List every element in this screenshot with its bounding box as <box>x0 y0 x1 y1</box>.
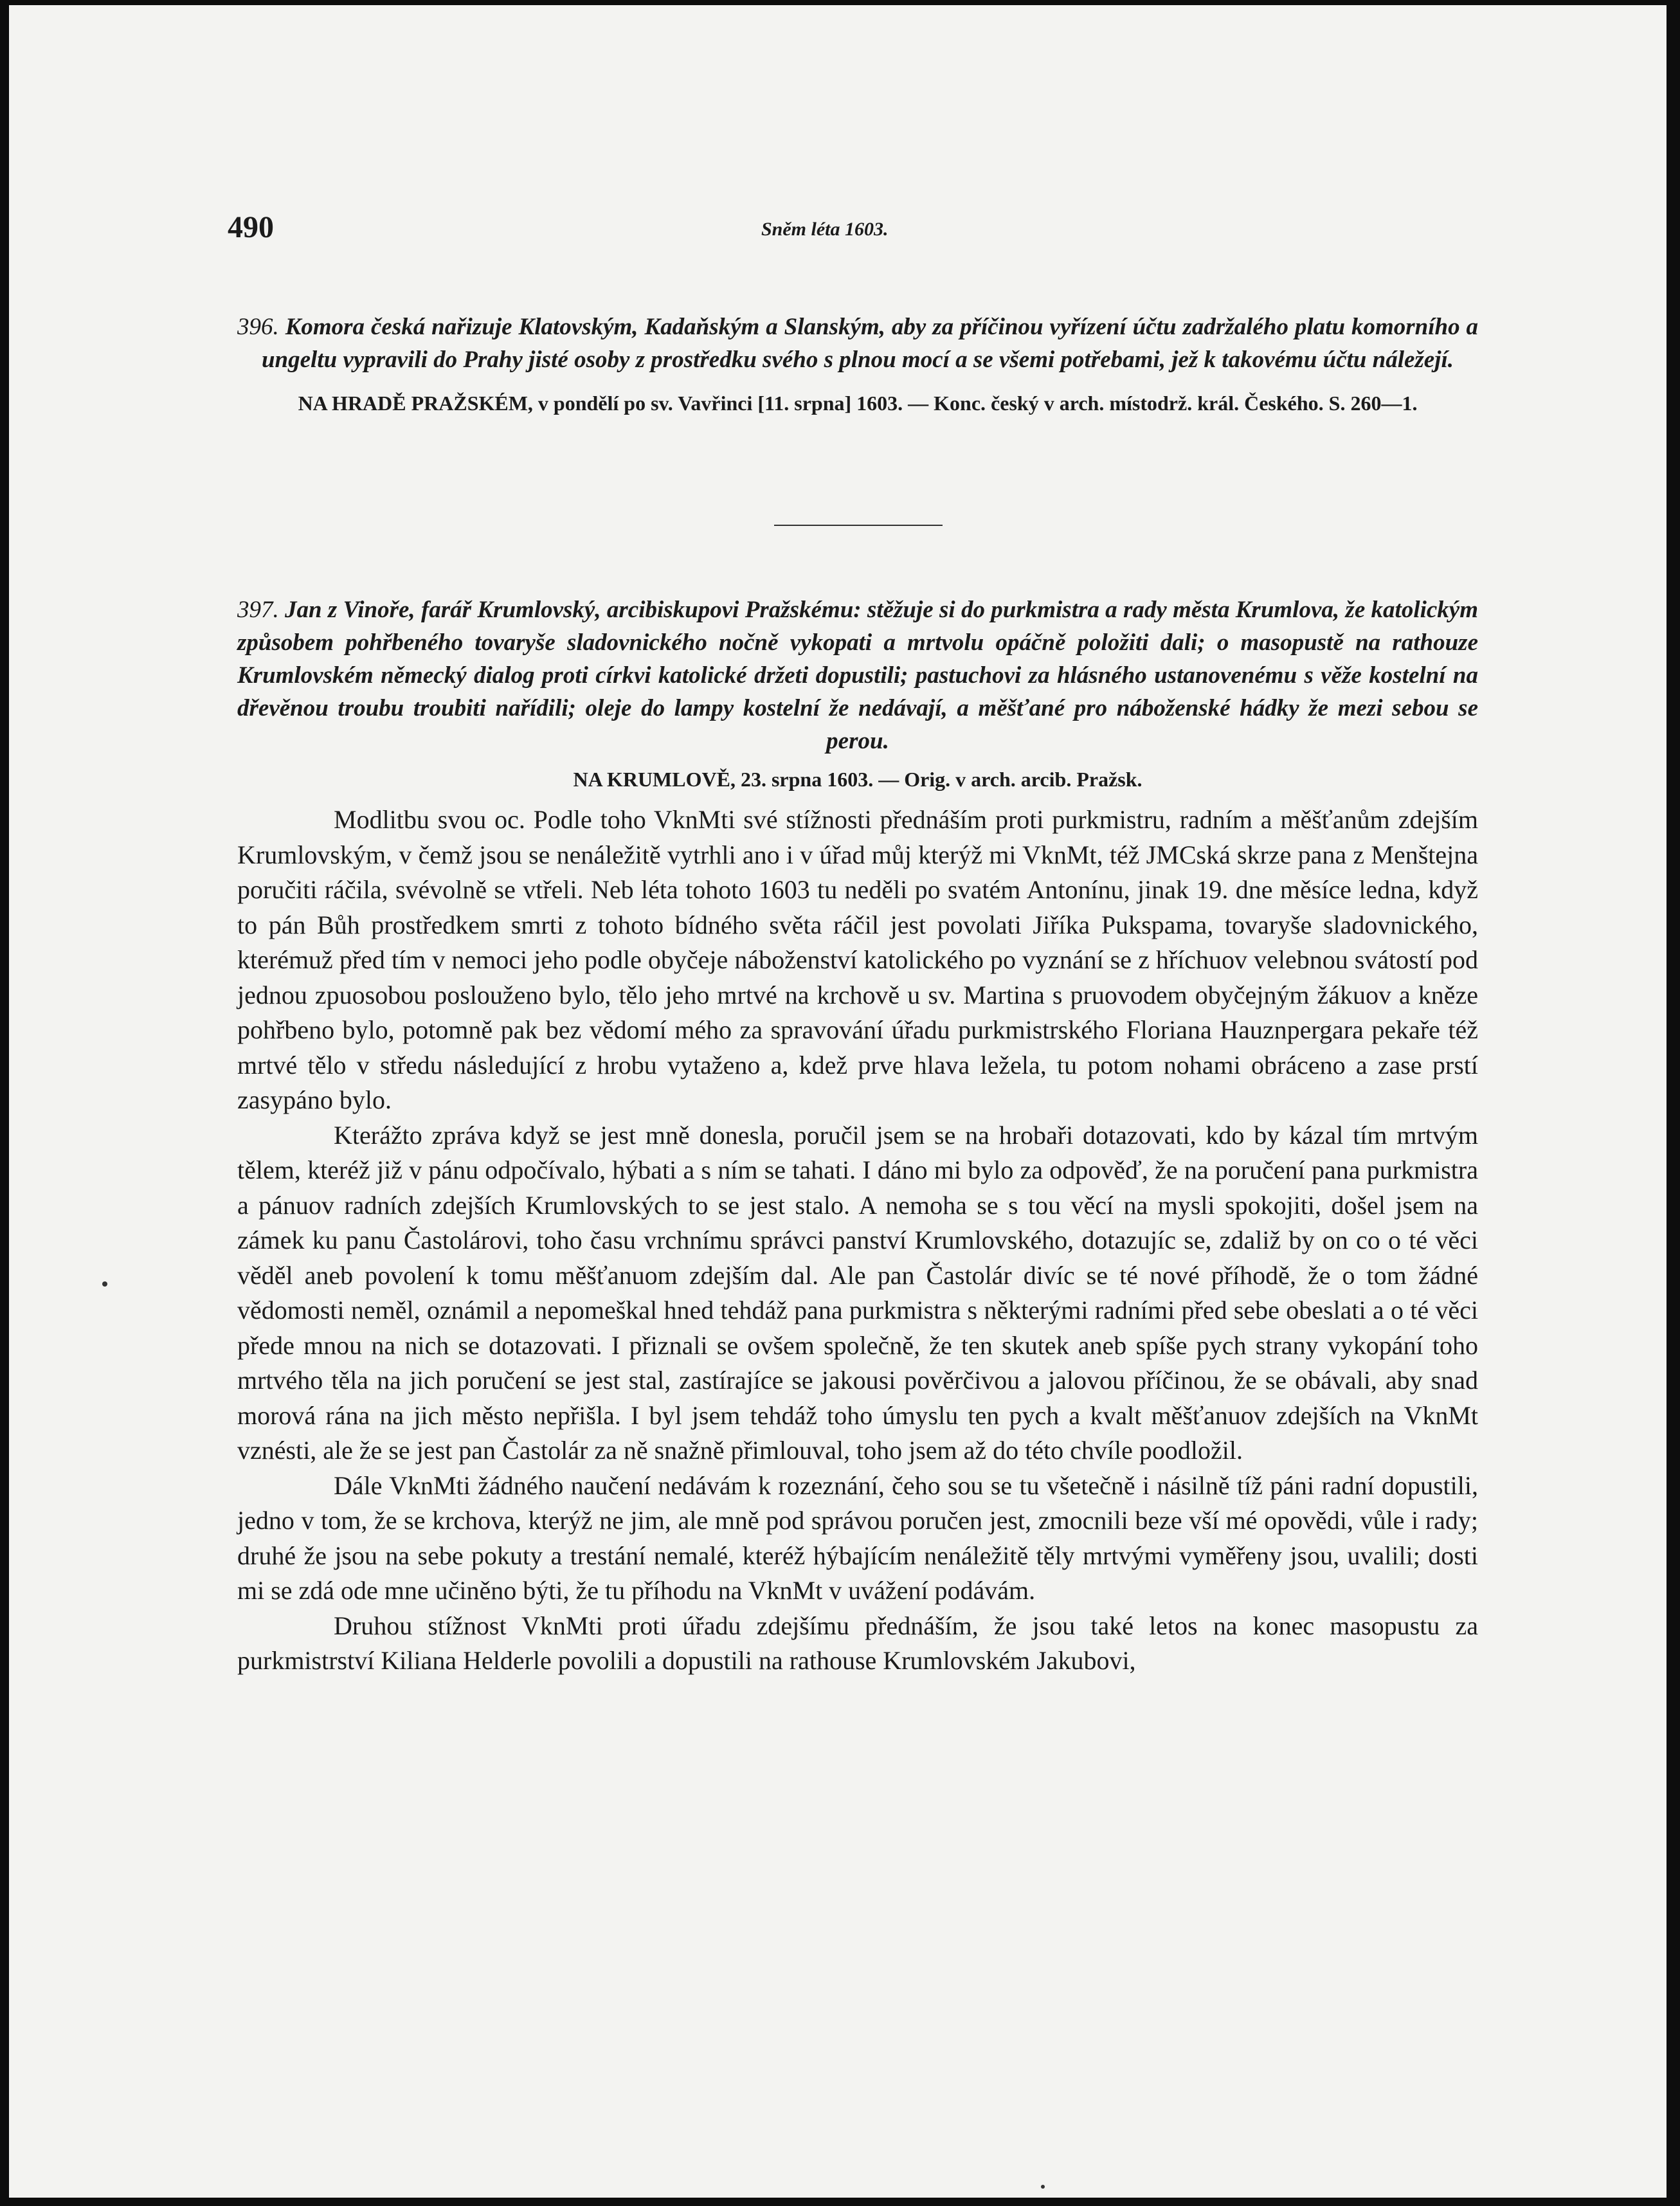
document-396-title <box>237 311 1478 376</box>
letter-body <box>237 802 1478 1679</box>
scan-speck <box>1041 2185 1045 2189</box>
document-396-title-text: Komora česká nařizuje Klatovským, Kadaňským a Slanským, aby za příčinou vyřízení účtu zadržalého platu komorního a ungeltu vypravili do Prahy jisté osoby z prostředku svého s plnou mocí a se všemi potřebami, jež k takovému účtu náležejí. <box>261 314 1478 373</box>
section-divider <box>774 525 943 526</box>
document-397-title <box>237 593 1478 757</box>
document-396-source: NA HRADĚ PRAŽSKÉM, v pondělí po sv. Vavřinci [11. srpna] 1603. — Konc. český v arch. místodrž. král. Českého. S. 260—1. <box>298 392 1418 415</box>
running-head: Sněm léta 1603. <box>761 219 889 240</box>
document-396-number: 396. <box>237 314 279 340</box>
body-paragraph: Modlitbu svou oc. Podle toho VknMti své stížnosti přednáším proti purkmistru, radním a měšťanům zdejším Krumlovským, v čemž jsou se nenáležitě vytrhli ano i v úřad můj kterýž mi VknMt, též JMCská skrze pana z Menštejna poručiti ráčila, svévolně se vtřeli. Neb léta tohoto 1603 tu neděli po svatém Antonínu, jinak 19. dne měsíce ledna, když to pán Bůh prostředkem smrti z tohoto bídného světa ráčil jest povolati Jiříka Pukspama, tovaryše sladovnického, kterémuž před tím v nemoci jeho podle obyčeje náboženství katolického po vyznání se z hříchuov velebnou svátostí pod jednou zpuosobou poslouženo bylo, tělo jeho mrtvé na krchově u sv. Martina s pruovodem obyčejným žákuov a kněze pohřbeno bylo, potomně pak bez vědomí mého za spravování úřadu purkmistrského Floriana Hauznpergara pekaře též mrtvé tělo v středu následující z hrobu vytaženo a, kdež prve hlava ležela, tu potom nohami obráceno a zase prstí zasypáno bylo. <box>237 805 1478 1114</box>
document-396 <box>237 311 1478 417</box>
document-397-number: 397. <box>237 597 279 623</box>
document-397-title-text: Jan z Vinoře, farář Krumlovský, arcibiskupovi Pražskému: stěžuje si do purkmistra a rady města Krumlova, že katolickým způsobem pohřbeného tovaryše sladovnického nočně vykopati a mrtvolu opáčně položiti dali; o masopustě na rathouze Krumlovském německý dialog proti církvi katolické držeti dopustili; pastuchovi za hlásného ustanovenému s věže kostelní na dřevěnou troubu troubiti nařídili; oleje do lampy kostelní že nedávají, a měšťané pro náboženské hádky že mezi sebou se perou. <box>237 597 1478 754</box>
page-header <box>9 210 1666 248</box>
document-397-source: NA KRUMLOVĚ, 23. srpna 1603. — Orig. v arch. arcib. Pražsk. <box>573 768 1143 791</box>
body-paragraph: Dále VknMti žádného naučení nedávám k rozeznání, čeho sou se tu všetečně i násilně tíž páni radní dopustili, jedno v tom, že se krchova, kterýž ne jim, ale mně pod správou poručen jest, zmocnili beze vší mé opovědi, vůle i rady; druhé že jsou na sebe pokuty a trestání nemalé, kteréž hýbajícím nenáležitě těly mrtvými vyměřeny jsou, uvalili; dosti mi se zdá ode mne učiněno býti, že tu příhodu na VknMt v uvážení podávám. <box>237 1470 1478 1605</box>
scan-speck <box>102 1281 107 1287</box>
scanned-page <box>9 5 1666 2198</box>
body-paragraph: Druhou stížnost VknMti proti úřadu zdejšímu přednáším, že jsou také letos na konec masopustu za purkmistrství Kiliana Helderle povolili a dopustili na rathouse Krumlovském Jakubovi, <box>237 1611 1478 1675</box>
body-paragraph: Kterážto zpráva když se jest mně donesla, poručil jsem se na hrobaři dotazovati, kdo by kázal tím mrtvým tělem, kteréž již v pánu odpočívalo, hýbati a s ním se tahati. I dáno mi bylo za odpověď, že na poručení pana purkmistra a pánuov radních zdejších Krumlovských to se jest stalo. A nemoha se s tou věcí na mysli spokojiti, došel jsem na zámek ku panu Častolárovi, toho času vrchnímu správci panství Krumlovského, dotazujíc se, zdaliž by on co o té věci věděl aneb povolení k tomu měšťanuom zdejším dal. Ale pan Častolár divíc se té nové příhodě, že o tom žádné vědomosti neměl, oznámil a nepomeškal hned tehdáž pana purkmistra s některými radními před sebe obeslati a o té věci přede mnou na nich se dotazovati. I přiznali se ovšem společně, že ten skutek aneb spíše pych strany vykopání toho mrtvého těla na jich poručení se jest stal, zastírajíce se jakousi pověrčivou a jalovou příčinou, že se obávali, aby snad morová rána na jich město nepřišla. I byl jsem tehdáž toho úmyslu ten pych a kvalt měšťanuov zdejších na VknMt vznésti, ale že se jest pan Častolár za ně snažně přimlouval, toho jsem až do této chvíle poodložil. <box>237 1120 1478 1465</box>
document-397 <box>237 593 1478 1679</box>
page-number: 490 <box>228 210 274 244</box>
